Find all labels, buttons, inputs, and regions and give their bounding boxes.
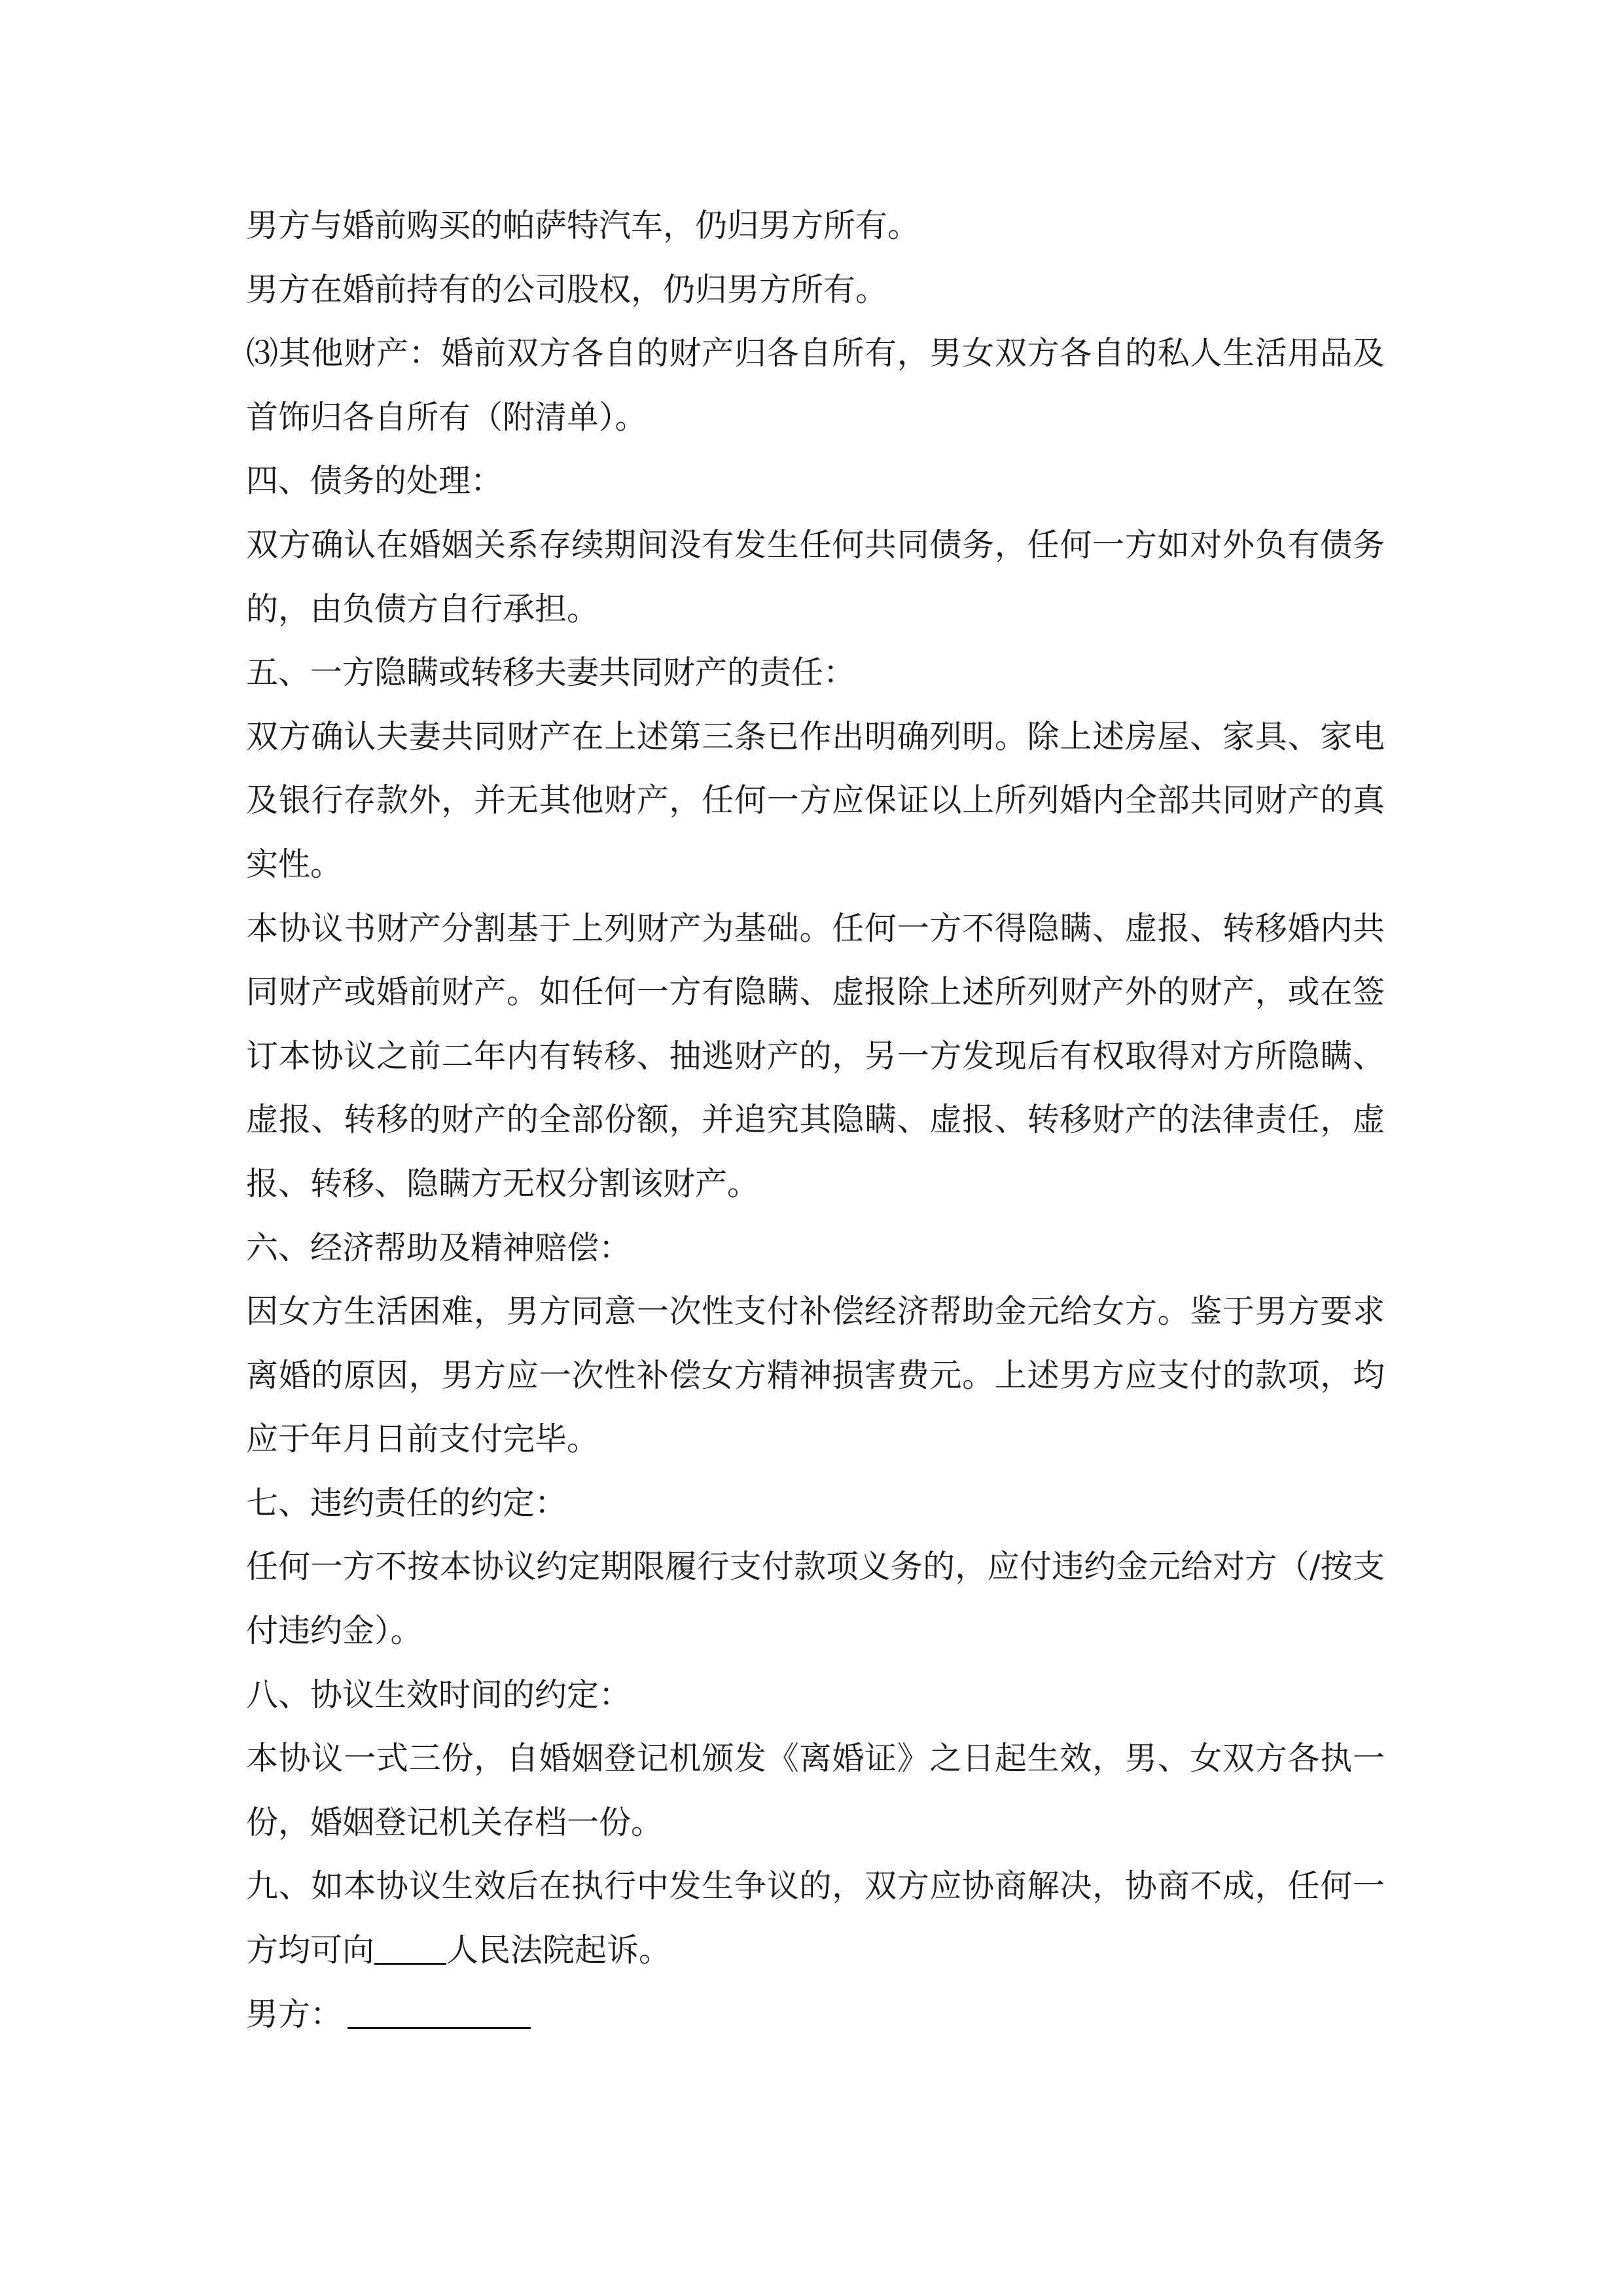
signature-row — [246, 1982, 1385, 2047]
document-body — [246, 194, 1385, 2046]
section-heading-effective-time: 八、协议生效时间的约定： — [246, 1676, 632, 1713]
paragraph: 本协议书财产分割基于上列财产为基础。任何一方不得隐瞒、虚报、转移婚内共同财产或婚前财产。如任何一方有隐瞒、虚报除上述所列财产外的财产，或在签订本协议之前二年内有转移、抽逃财产的，另一方发现后有权取得对方所隐瞒、虚报、转移的财产的全部份额，并追究其隐瞒、虚报、转移财产的法律责任，虚报、转移、隐瞒方无权分割该财产。 — [246, 909, 1385, 1202]
paragraph: 双方确认在婚姻关系存续期间没有发生任何共同债务，任何一方如对外负有债务的，由负债方自行承担。 — [246, 526, 1385, 628]
dispute-clause-text-end: 人民法院起诉。 — [446, 1931, 671, 1969]
paragraph: 男方与婚前购买的帕萨特汽车，仍归男方所有。 — [246, 207, 920, 244]
dispute-clause-text: 九、如本协议生效后在执行中发生争议的，双方应协商解决，协商不成，任何一方均可向 — [246, 1867, 1385, 1969]
paragraph: 任何一方不按本协议约定期限履行支付款项义务的，应付违约金元给对方（/按支付违约金）。 — [246, 1548, 1385, 1650]
paragraph: 双方确认夫妻共同财产在上述第三条已作出明确列明。除上述房屋、家具、家电及银行存款外，并无其他财产，任何一方应保证以上所列婚内全部共同财产的真实性。 — [246, 717, 1385, 883]
paragraph: 因女方生活困难，男方同意一次性支付补偿经济帮助金元给女方。鉴于男方要求离婚的原因，男方应一次性补偿女方精神损害费元。上述男方应支付的款项，均应于年月日前支付完毕。 — [246, 1293, 1385, 1458]
section-heading-compensation: 六、经济帮助及精神赔偿： — [246, 1229, 632, 1266]
paragraph: 本协议一式三份，自婚姻登记机颁发《离婚证》之日起生效，男、女双方各执一份，婚姻登记机关存档一份。 — [246, 1740, 1385, 1841]
section-heading-concealment: 五、一方隐瞒或转移夫妻共同财产的责任： — [246, 654, 856, 692]
signature-line-male — [348, 2027, 531, 2029]
paragraph: 男方在婚前持有的公司股权，仍归男方所有。 — [246, 270, 888, 308]
dispute-clause — [246, 1854, 1385, 1982]
section-heading-breach: 七、违约责任的约定： — [246, 1484, 567, 1522]
section-heading-debts: 四、债务的处理： — [246, 462, 503, 500]
paragraph: ⑶其他财产：婚前双方各自的财产归各自所有，男女双方各自的私人生活用品及首饰归各自所有（附清单）。 — [246, 334, 1385, 436]
signature-label-male: 男方： — [246, 1995, 343, 2033]
court-name-blank — [374, 1963, 446, 1965]
